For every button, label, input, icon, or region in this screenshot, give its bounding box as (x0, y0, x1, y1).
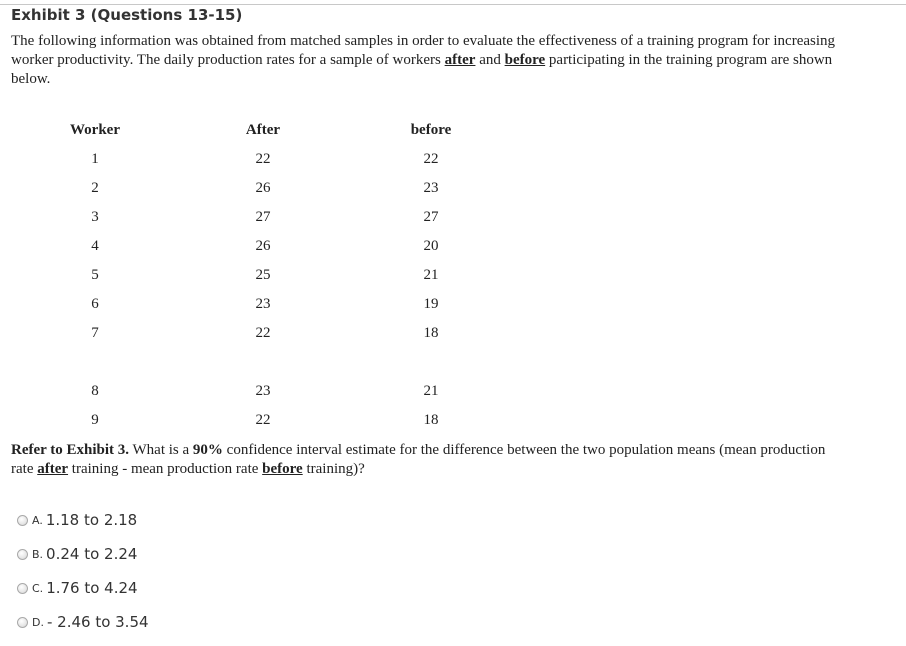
table-cell-worker: 7 (91, 325, 99, 341)
table-cell-worker: 6 (91, 296, 99, 312)
table-cell-after: 25 (255, 267, 271, 283)
table-cell-worker: 9 (91, 412, 99, 428)
table-cell-before: 21 (423, 267, 439, 283)
question-lead: Refer to Exhibit 3. (11, 442, 130, 458)
intro-text: The following information was obtained from matched samples in order to evaluate the effectiveness of a training program for increasing worker productivity. The daily production rates for a sample of workers (11, 33, 836, 68)
table-cell-before: 23 (423, 180, 439, 196)
choice-a[interactable] (17, 510, 137, 530)
exhibit-description (11, 32, 841, 89)
choice-letter: A. (32, 513, 43, 527)
question-text (11, 441, 841, 479)
table-cell-before: 22 (423, 151, 439, 167)
table-cell-worker: 1 (91, 151, 99, 167)
intro-text-end: participating in the training program are shown below. (11, 52, 833, 87)
radio-button[interactable] (17, 549, 28, 560)
question-text-part: What is a (129, 442, 193, 458)
question-text-part: training)? (302, 461, 365, 477)
question-after-emphasis: after (37, 461, 69, 477)
table-cell-before: 18 (423, 412, 439, 428)
choice-letter: C. (32, 581, 44, 595)
choice-letter: D. (32, 615, 44, 629)
choice-b[interactable] (17, 544, 137, 564)
question-text-part: confidence interval estimate for the difference between the two population means (mean production rate (11, 442, 826, 477)
choice-value: 1.18 to 2.18 (45, 511, 138, 529)
choice-value: - 2.46 to 3.54 (46, 613, 149, 631)
question-text-part: training - mean production rate (68, 461, 263, 477)
table-cell-after: 27 (255, 209, 271, 225)
table-cell-after: 23 (255, 296, 271, 312)
top-divider (0, 4, 906, 5)
table-cell-before: 21 (423, 383, 439, 399)
table-cell-after: 22 (255, 325, 271, 341)
question-percent: 90% (192, 442, 223, 458)
choice-value: 0.24 to 2.24 (46, 545, 138, 563)
radio-button[interactable] (17, 515, 28, 526)
table-cell-after: 22 (255, 412, 271, 428)
choice-letter: B. (32, 547, 44, 561)
choice-value: 1.76 to 4.24 (46, 579, 138, 597)
column-header-worker: Worker (70, 122, 120, 138)
table-cell-worker: 3 (91, 209, 99, 225)
column-header-before: before (410, 122, 452, 138)
column-header-after: After (245, 122, 281, 138)
table-cell-before: 19 (423, 296, 439, 312)
table-cell-worker: 4 (91, 238, 99, 254)
intro-after-emphasis: after (444, 52, 476, 68)
question-before-emphasis: before (262, 461, 303, 477)
table-cell-after: 26 (255, 180, 271, 196)
table-cell-worker: 5 (91, 267, 99, 283)
table-cell-before: 20 (423, 238, 439, 254)
table-cell-before: 18 (423, 325, 439, 341)
choice-d[interactable] (17, 612, 149, 632)
exhibit-title: Exhibit 3 (Questions 13-15) (11, 6, 243, 24)
radio-button[interactable] (17, 617, 28, 628)
choice-c[interactable] (17, 578, 138, 598)
table-cell-worker: 8 (91, 383, 99, 399)
table-cell-before: 27 (423, 209, 439, 225)
intro-and-text: and (475, 52, 505, 68)
table-cell-after: 23 (255, 383, 271, 399)
intro-before-emphasis: before (504, 52, 546, 68)
radio-button[interactable] (17, 583, 28, 594)
table-cell-worker: 2 (91, 180, 99, 196)
table-cell-after: 26 (255, 238, 271, 254)
table-cell-after: 22 (255, 151, 271, 167)
